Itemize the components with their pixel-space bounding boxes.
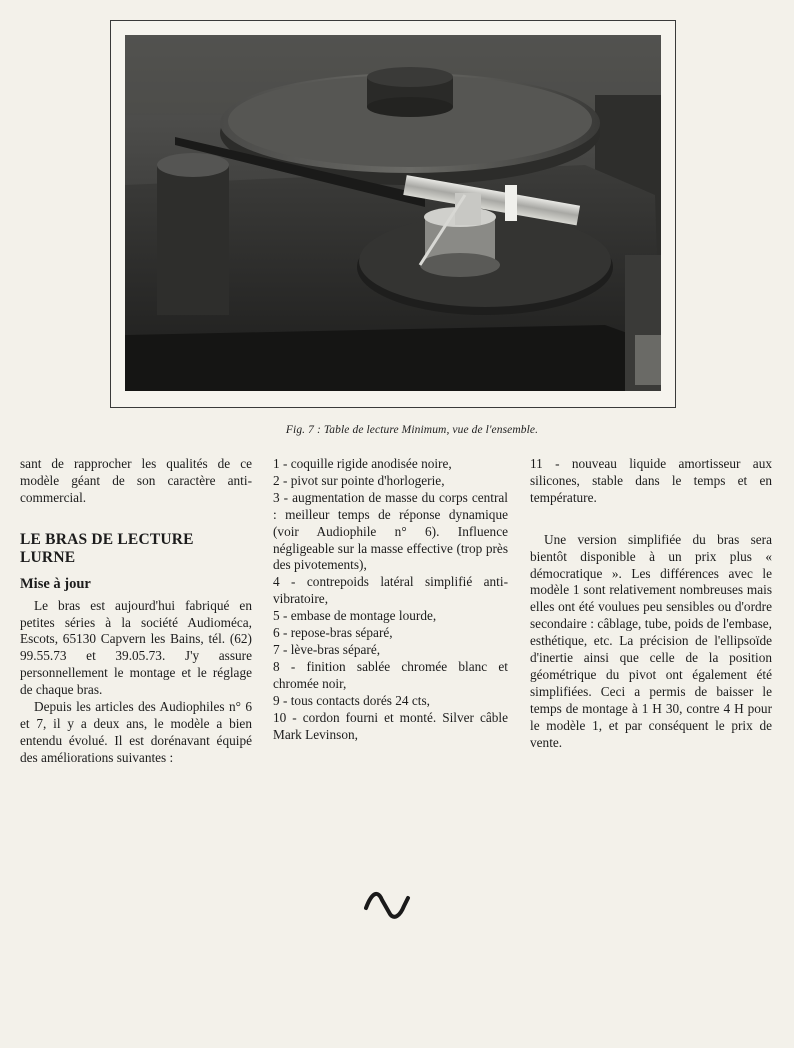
paragraph-simplified-version: Une version simplifiée du bras sera bientôt disponible à un prix plus « démocratique ». Les différences avec le modèle 1 sont relativement nombreuses mais elles ont été voulues peu sensibles ou d'ordre secondaire : câblage, tube, poids de l'embase, esthétique, etc. La précision de l'ellipsoïde d'inertie ainsi que celle de la position géométrique du pivot ont également été simplifiées. Ceci a permis de baisser le temps de montage à 1 H 30, contre 4 H pour le modèle 1, et par conséquent le prix de vente. [530,531,772,750]
list-item: 6 - repose-bras séparé, [273,625,393,641]
list-item: 5 - embase de montage lourde, [273,608,437,624]
list-item: 11 - nouveau liquide amortisseur aux silicones, stable dans le temps et en température. [530,456,772,505]
publisher-logo-icon [364,886,412,920]
figure-caption: Fig. 7 : Table de lecture Minimum, vue de l'ensemble. [285,424,539,436]
list-item: 1 - coquille rigide anodisée noire, [273,456,452,471]
column-1 [20,456,252,767]
section-subheading: Mise à jour [20,575,91,592]
list-item: 4 - contrepoids latéral simplifié anti-vibratoire, [273,574,508,607]
list-item: 7 - lève-bras séparé, [273,641,381,657]
list-item: 2 - pivot sur pointe d'horlogerie, [273,472,445,488]
paragraph-fabrication: Le bras est aujourd'hui fabriqué en petites séries à la société Audioméca, Escots, 65130 Capvern les Bains, tél. (62) 99.55.73 et 39.05.73. J'y assure personnellement le montage et le réglage de chaque bras. [20,597,252,698]
list-item: 10 - cordon fourni et monté. Silver câble Mark Levinson, [273,709,508,742]
list-item: 8 - finition sablée chromée blanc et chromée noir, [273,658,508,691]
paragraph-evolution: Depuis les articles des Audiophiles n° 6 et 7, il y a deux ans, le modèle a bien entendu évolué. Il est dorénavant équipé des améliorations suivantes : [20,699,252,765]
list-item: 3 - augmentation de masse du corps central : meilleur temps de réponse dynamique (voir Audiophile n° 6). Influence négligeable sur la masse effective (trop près des pivotements), [273,489,508,573]
intro-text: sant de rapprocher les qualités de ce modèle géant de son caractère anti-commercial. [20,456,252,505]
column-3 [530,456,772,752]
section-heading: LE BRAS DE LECTURE LURNE [20,530,194,566]
column-2 [273,456,508,743]
list-item: 9 - tous contacts dorés 24 cts, [273,692,430,708]
figure-frame [110,20,676,408]
turntable-photo [125,35,661,391]
